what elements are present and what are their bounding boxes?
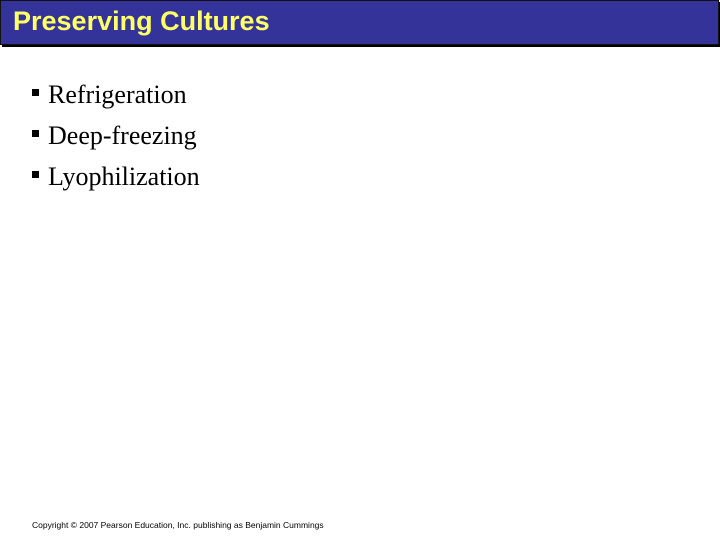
bullet-text: Deep-freezing xyxy=(48,120,197,150)
square-bullet-icon xyxy=(32,130,39,137)
bullet-item xyxy=(32,156,200,197)
bullet-text: Refrigeration xyxy=(48,79,187,109)
square-bullet-icon xyxy=(32,171,39,178)
bullet-item xyxy=(32,74,200,115)
bullet-list xyxy=(32,74,200,197)
title-bar xyxy=(0,0,719,45)
bullet-text: Lyophilization xyxy=(48,161,200,191)
square-bullet-icon xyxy=(32,89,39,96)
copyright-notice: Copyright © 2007 Pearson Education, Inc. publishing as Benjamin Cummings xyxy=(32,520,324,530)
bullet-item xyxy=(32,115,200,156)
slide-title: Preserving Cultures xyxy=(13,6,270,36)
